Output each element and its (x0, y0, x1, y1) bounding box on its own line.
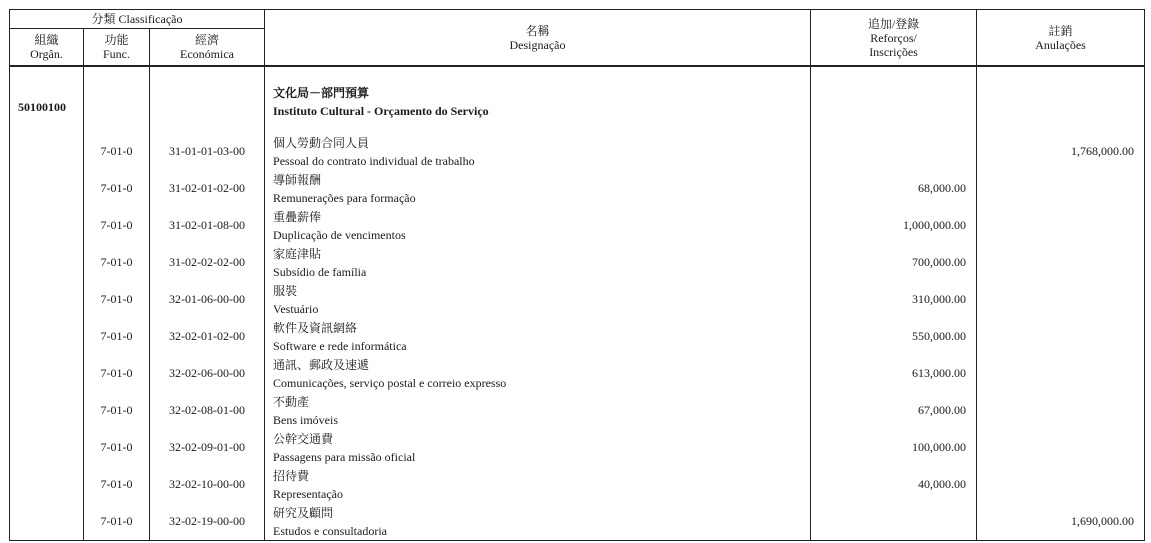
table-row (10, 429, 1145, 466)
designation-zh: 招待費 (273, 468, 310, 483)
reinforcement-amount: 613,000.00 (811, 355, 977, 392)
designation-pt: Comunicações, serviço postal e correio expresso (273, 375, 507, 390)
reinforcements-header-pt1: Reforços/ (870, 30, 917, 45)
reinforcement-amount: 67,000.00 (811, 392, 977, 429)
designation-zh: 家庭津貼 (273, 246, 322, 261)
designation-zh: 研究及顧問 (273, 505, 334, 520)
annulment-amount (977, 207, 1145, 244)
economic-code: 32-02-09-01-00 (150, 429, 265, 466)
reinforcement-amount: 310,000.00 (811, 281, 977, 318)
budget-table-sheet (9, 9, 1144, 538)
reinforcement-amount: 1,000,000.00 (811, 207, 977, 244)
table-header (10, 10, 1145, 67)
designation-cell (265, 429, 811, 466)
organ-header-pt: Orgân. (30, 47, 63, 61)
economic-code: 31-02-01-08-00 (150, 207, 265, 244)
designation-zh: 服裝 (273, 283, 298, 298)
organ-designation (265, 71, 811, 133)
designation-cell (265, 392, 811, 429)
annulments-header-zh: 註銷 (1048, 23, 1073, 38)
function-code: 7-01-0 (84, 392, 150, 429)
function-header-zh: 功能 (104, 33, 129, 47)
table-row (10, 207, 1145, 244)
designation-zh: 不動產 (273, 394, 310, 409)
reinforcements-header-pt2: Inscrições (869, 44, 918, 59)
reinforcement-amount (811, 133, 977, 170)
organ-header-zh: 組織 (34, 33, 59, 47)
economic-code: 31-01-01-03-00 (150, 133, 265, 170)
table-row (10, 503, 1145, 541)
organ-cell (10, 281, 84, 318)
designation-zh: 通訊、郵政及速遞 (273, 357, 370, 372)
designation-pt: Estudos e consultadoria (273, 523, 387, 538)
budget-table (9, 9, 1145, 541)
designation-cell (265, 466, 811, 503)
economic-code: 32-01-06-00-00 (150, 281, 265, 318)
designation-pt: Bens imóveis (273, 412, 339, 427)
economic-code: 32-02-10-00-00 (150, 466, 265, 503)
designation-pt: Vestuário (273, 301, 319, 316)
annulment-amount (977, 355, 1145, 392)
economic-header (150, 29, 265, 67)
function-code: 7-01-0 (84, 318, 150, 355)
organ-cell (10, 318, 84, 355)
annulment-amount (977, 318, 1145, 355)
organ-name-pt: Instituto Cultural - Orçamento do Serviço (273, 104, 489, 118)
organ-cell (10, 429, 84, 466)
organ-header (10, 29, 84, 67)
designation-cell (265, 318, 811, 355)
designation-cell (265, 133, 811, 170)
table-body (10, 66, 1145, 133)
economic-code: 31-02-02-02-00 (150, 244, 265, 281)
organ-cell (10, 244, 84, 281)
annulment-amount (977, 466, 1145, 503)
function-code: 7-01-0 (84, 244, 150, 281)
table-row (10, 466, 1145, 503)
designation-pt: Duplicação de vencimentos (273, 227, 406, 242)
organ-cell (10, 207, 84, 244)
designation-cell (265, 281, 811, 318)
function-code: 7-01-0 (84, 429, 150, 466)
designation-zh: 公幹交通費 (273, 431, 334, 446)
designation-pt: Passagens para missão oficial (273, 449, 416, 464)
annulment-amount (977, 392, 1145, 429)
table-row (10, 170, 1145, 207)
function-header-pt: Func. (103, 47, 130, 61)
designation-pt: Pessoal do contrato individual de trabalho (273, 153, 475, 168)
designation-header-pt: Designação (509, 37, 566, 52)
table-row (10, 133, 1145, 170)
reinforcement-amount (811, 503, 977, 541)
annulment-amount (977, 244, 1145, 281)
designation-cell (265, 207, 811, 244)
table-row (10, 392, 1145, 429)
reinforcement-amount: 40,000.00 (811, 466, 977, 503)
designation-zh: 重疊薪俸 (273, 209, 322, 224)
designation-zh: 導師報酬 (273, 172, 322, 187)
organ-cell (10, 133, 84, 170)
reinforcements-header (811, 10, 977, 67)
designation-pt: Subsídio de família (273, 264, 367, 279)
designation-header-zh: 名稱 (525, 23, 550, 38)
economic-code: 32-02-19-00-00 (150, 503, 265, 541)
designation-cell (265, 355, 811, 392)
function-code: 7-01-0 (84, 170, 150, 207)
organ-row (10, 71, 1145, 133)
organ-name-zh: 文化局－部門預算 (273, 86, 370, 100)
designation-cell (265, 503, 811, 541)
function-code: 7-01-0 (84, 207, 150, 244)
reinforcement-amount: 68,000.00 (811, 170, 977, 207)
designation-pt: Remunerações para formação (273, 190, 416, 205)
organ-code: 50100100 (10, 71, 84, 133)
annulment-amount: 1,768,000.00 (977, 133, 1145, 170)
reinforcement-amount: 700,000.00 (811, 244, 977, 281)
function-code: 7-01-0 (84, 281, 150, 318)
economic-code: 31-02-01-02-00 (150, 170, 265, 207)
function-header (84, 29, 150, 67)
designation-pt: Software e rede informática (273, 338, 407, 353)
budget-rows (10, 133, 1145, 541)
table-row (10, 281, 1145, 318)
economic-header-zh: 經濟 (195, 33, 220, 47)
table-row (10, 244, 1145, 281)
function-code: 7-01-0 (84, 355, 150, 392)
designation-zh: 軟件及資訊網絡 (273, 320, 358, 335)
annulment-amount: 1,690,000.00 (977, 503, 1145, 541)
economic-code: 32-02-06-00-00 (150, 355, 265, 392)
designation-header (265, 10, 811, 67)
economic-header-pt: Económica (180, 47, 234, 61)
table-row (10, 318, 1145, 355)
organ-cell (10, 355, 84, 392)
annulment-amount (977, 281, 1145, 318)
organ-cell (10, 170, 84, 207)
classification-header: 分類 Classificação (10, 10, 265, 29)
annulments-header (977, 10, 1145, 67)
table-row (10, 355, 1145, 392)
annulment-amount (977, 429, 1145, 466)
annulments-header-pt: Anulações (1035, 37, 1086, 52)
organ-cell (10, 466, 84, 503)
organ-cell (10, 503, 84, 541)
designation-pt: Representação (273, 486, 343, 501)
designation-cell (265, 170, 811, 207)
function-code: 7-01-0 (84, 466, 150, 503)
function-code: 7-01-0 (84, 503, 150, 541)
economic-code: 32-02-01-02-00 (150, 318, 265, 355)
organ-cell (10, 392, 84, 429)
reinforcements-header-zh: 追加/登錄 (867, 16, 920, 31)
reinforcement-amount: 550,000.00 (811, 318, 977, 355)
function-code: 7-01-0 (84, 133, 150, 170)
reinforcement-amount: 100,000.00 (811, 429, 977, 466)
economic-code: 32-02-08-01-00 (150, 392, 265, 429)
annulment-amount (977, 170, 1145, 207)
designation-cell (265, 244, 811, 281)
designation-zh: 個人勞動合同人員 (273, 135, 370, 150)
